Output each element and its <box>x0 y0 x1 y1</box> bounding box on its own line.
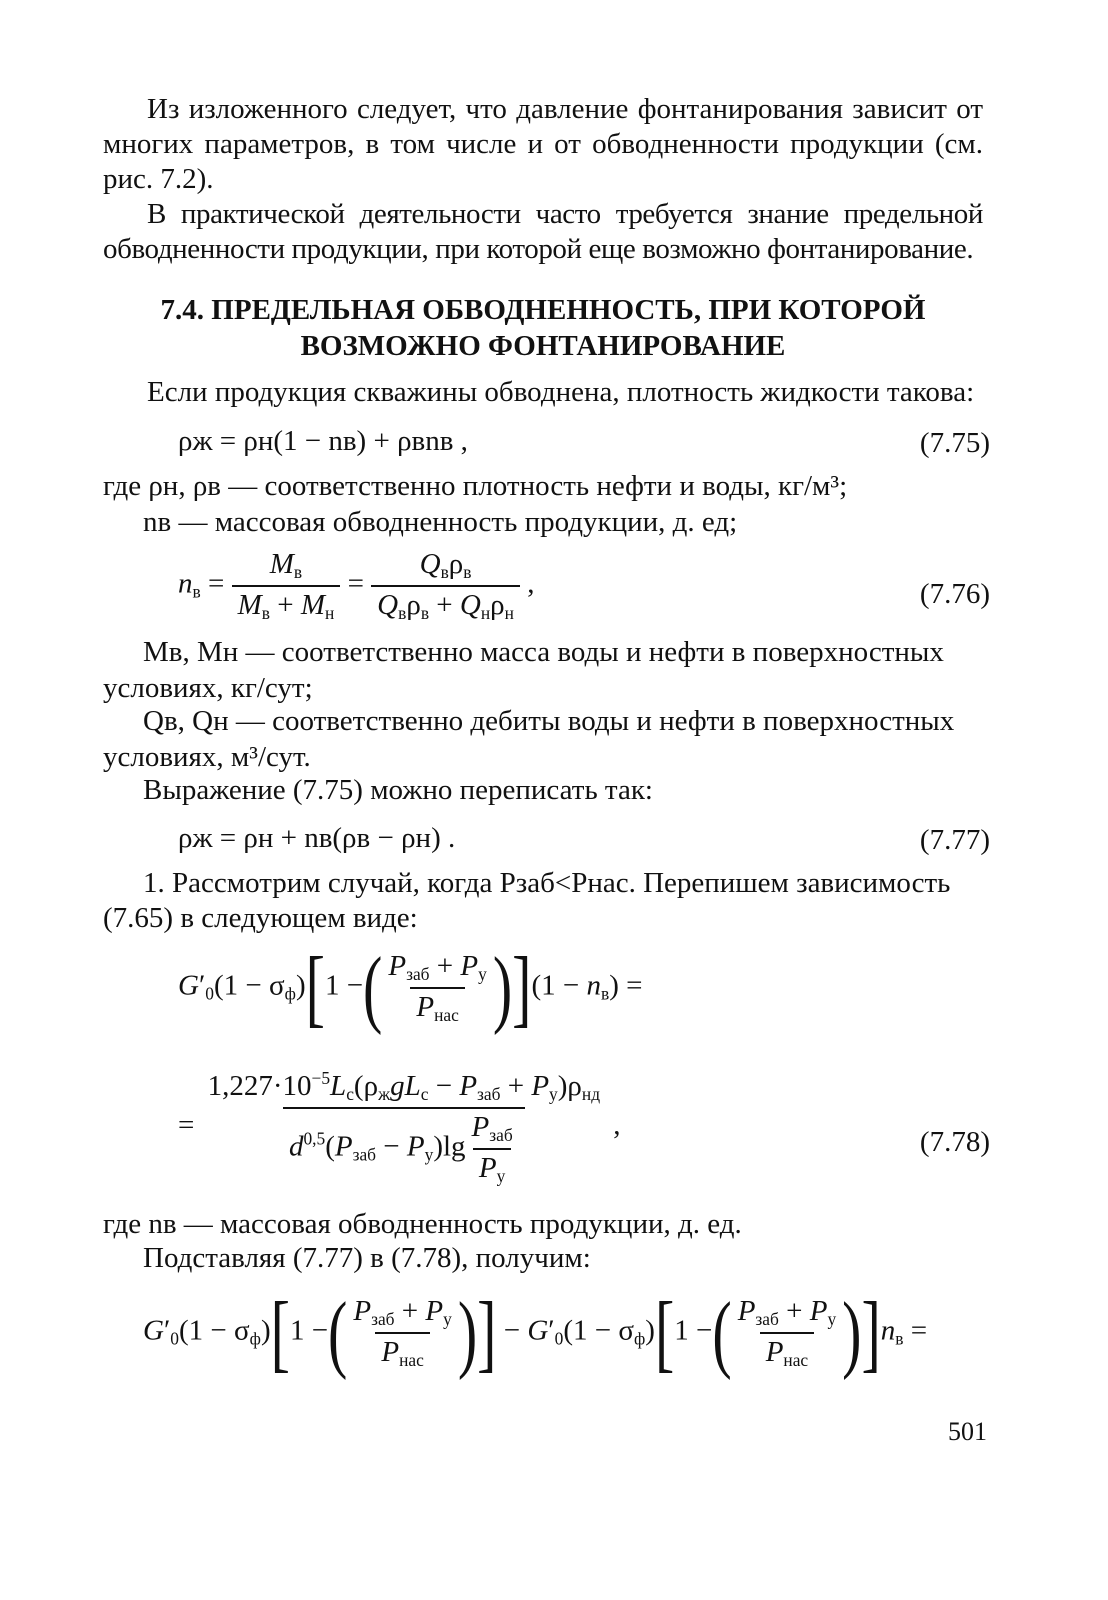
case-1-line-2: (7.65) в следующем виде: <box>103 902 418 934</box>
section-heading-line-1: 7.4. ПРЕДЕЛЬНАЯ ОБВОДНЕННОСТЬ, ПРИ КОТОРОЙ <box>160 294 926 326</box>
equation-7-78-lhs: $G'_0(1 - \sigma_ф)[1$ −( $\frac{P_{заб} + P_у}{P_{нас}}$ )]$(1 - n_в)$ = <box>178 938 643 1036</box>
paragraph-intro <box>103 92 983 197</box>
fraction-mass: $\frac{M_в}{M_в + M_н}$ <box>232 548 341 624</box>
equation-number-7-78: (7.78) <box>919 1126 990 1158</box>
where-nv-line: где nв — массовая обводненность продукции, д. ед. <box>103 1208 742 1240</box>
equation-7-75: ρж = ρн(1 − nв) + ρвnв , <box>178 425 468 457</box>
paragraph-practice <box>103 197 983 267</box>
equation-number-7-77: (7.77) <box>919 824 990 856</box>
substitution-line: Подставляя (7.77) в (7.78), получим: <box>143 1242 591 1274</box>
fraction-7-78: $1,227\cdot 10^{-5}L_с(\rho_жgL_с - P_{заб} + P_у)\rho_{нд}$ $d^{0,5}(P_{заб} - P_у)\lg$ $\frac{P_{заб}}{P_у}$ <box>207 1068 601 1186</box>
mass-definition-1: Mв, Mн — соответственно масса воды и нефти в поверхностных <box>143 636 944 668</box>
rewrite-line: Выражение (7.75) можно переписать так: <box>143 774 653 806</box>
where-density-line: где ρн, ρв — соответственно плотность нефти и воды, кг/м³; <box>103 470 848 502</box>
page-number: 501 <box>948 1417 987 1446</box>
equation-7-78-rhs: = $1,227\cdot 10^{-5}L_с(\rho_жgL_с - P_{заб} + P_у)\rho_{нд}$ $d^{0,5}(P_{заб} - P_у)\lg$ $\frac{P_{заб}}{P_у}$ , <box>178 1068 621 1186</box>
equation-number-7-75: (7.75) <box>919 427 990 459</box>
equation-number-7-76: (7.76) <box>919 578 990 610</box>
paragraph-density-text: Если продукция скважины обводнена, плотность жидкости такова: <box>147 376 975 408</box>
paragraph-intro-text: Из изложенного следует, что давление фонтанирования зависит от многих параметров, в том числе и от обводненности продукции (см. рис. 7.2). <box>103 93 983 195</box>
fraction-rate: $\frac{Q_в\rho_в}{Q_в\rho_в + Q_н\rho_н}$ <box>371 548 520 624</box>
equation-7-76: $n_в$ = $\frac{M_в}{M_в + M_н}$ = $\frac{Q_в\rho_в}{Q_в\rho_в + Q_н\rho_н}$ , <box>178 548 535 623</box>
mass-definition-2: условиях, кг/сут; <box>103 672 313 704</box>
section-heading-line-2: ВОЗМОЖНО ФОНТАНИРОВАНИЕ <box>300 330 786 362</box>
paragraph-density <box>103 375 983 410</box>
case-1-line-1: 1. Рассмотрим случай, когда Pзаб<Pнас. Перепишем зависимость <box>143 867 951 899</box>
section-heading <box>103 292 983 364</box>
rate-definition-1: Qв, Qн — соответственно дебиты воды и нефти в поверхностных <box>143 705 955 737</box>
equation-final: $G'_0(1 - \sigma_ф)[1$ −( $\frac{P_{заб} + P_у}{P_{нас}}$ )] − $G'_0(1 - \sigma_ф)[1$ −( $\frac{P_{заб} + P_у}{P_{нас}}$ )]$n_в$ = <box>143 1283 928 1381</box>
rate-definition-2: условиях, м³/сут. <box>103 741 311 773</box>
nv-definition: nв — массовая обводненность продукции, д. ед; <box>143 506 738 538</box>
paragraph-practice-text: В практической деятельности часто требуется знание предельной обводненности продукции, при которой еще возможно фонтанирование. <box>103 198 983 265</box>
equation-7-77: ρж = ρн + nв(ρв − ρн) . <box>178 822 456 854</box>
